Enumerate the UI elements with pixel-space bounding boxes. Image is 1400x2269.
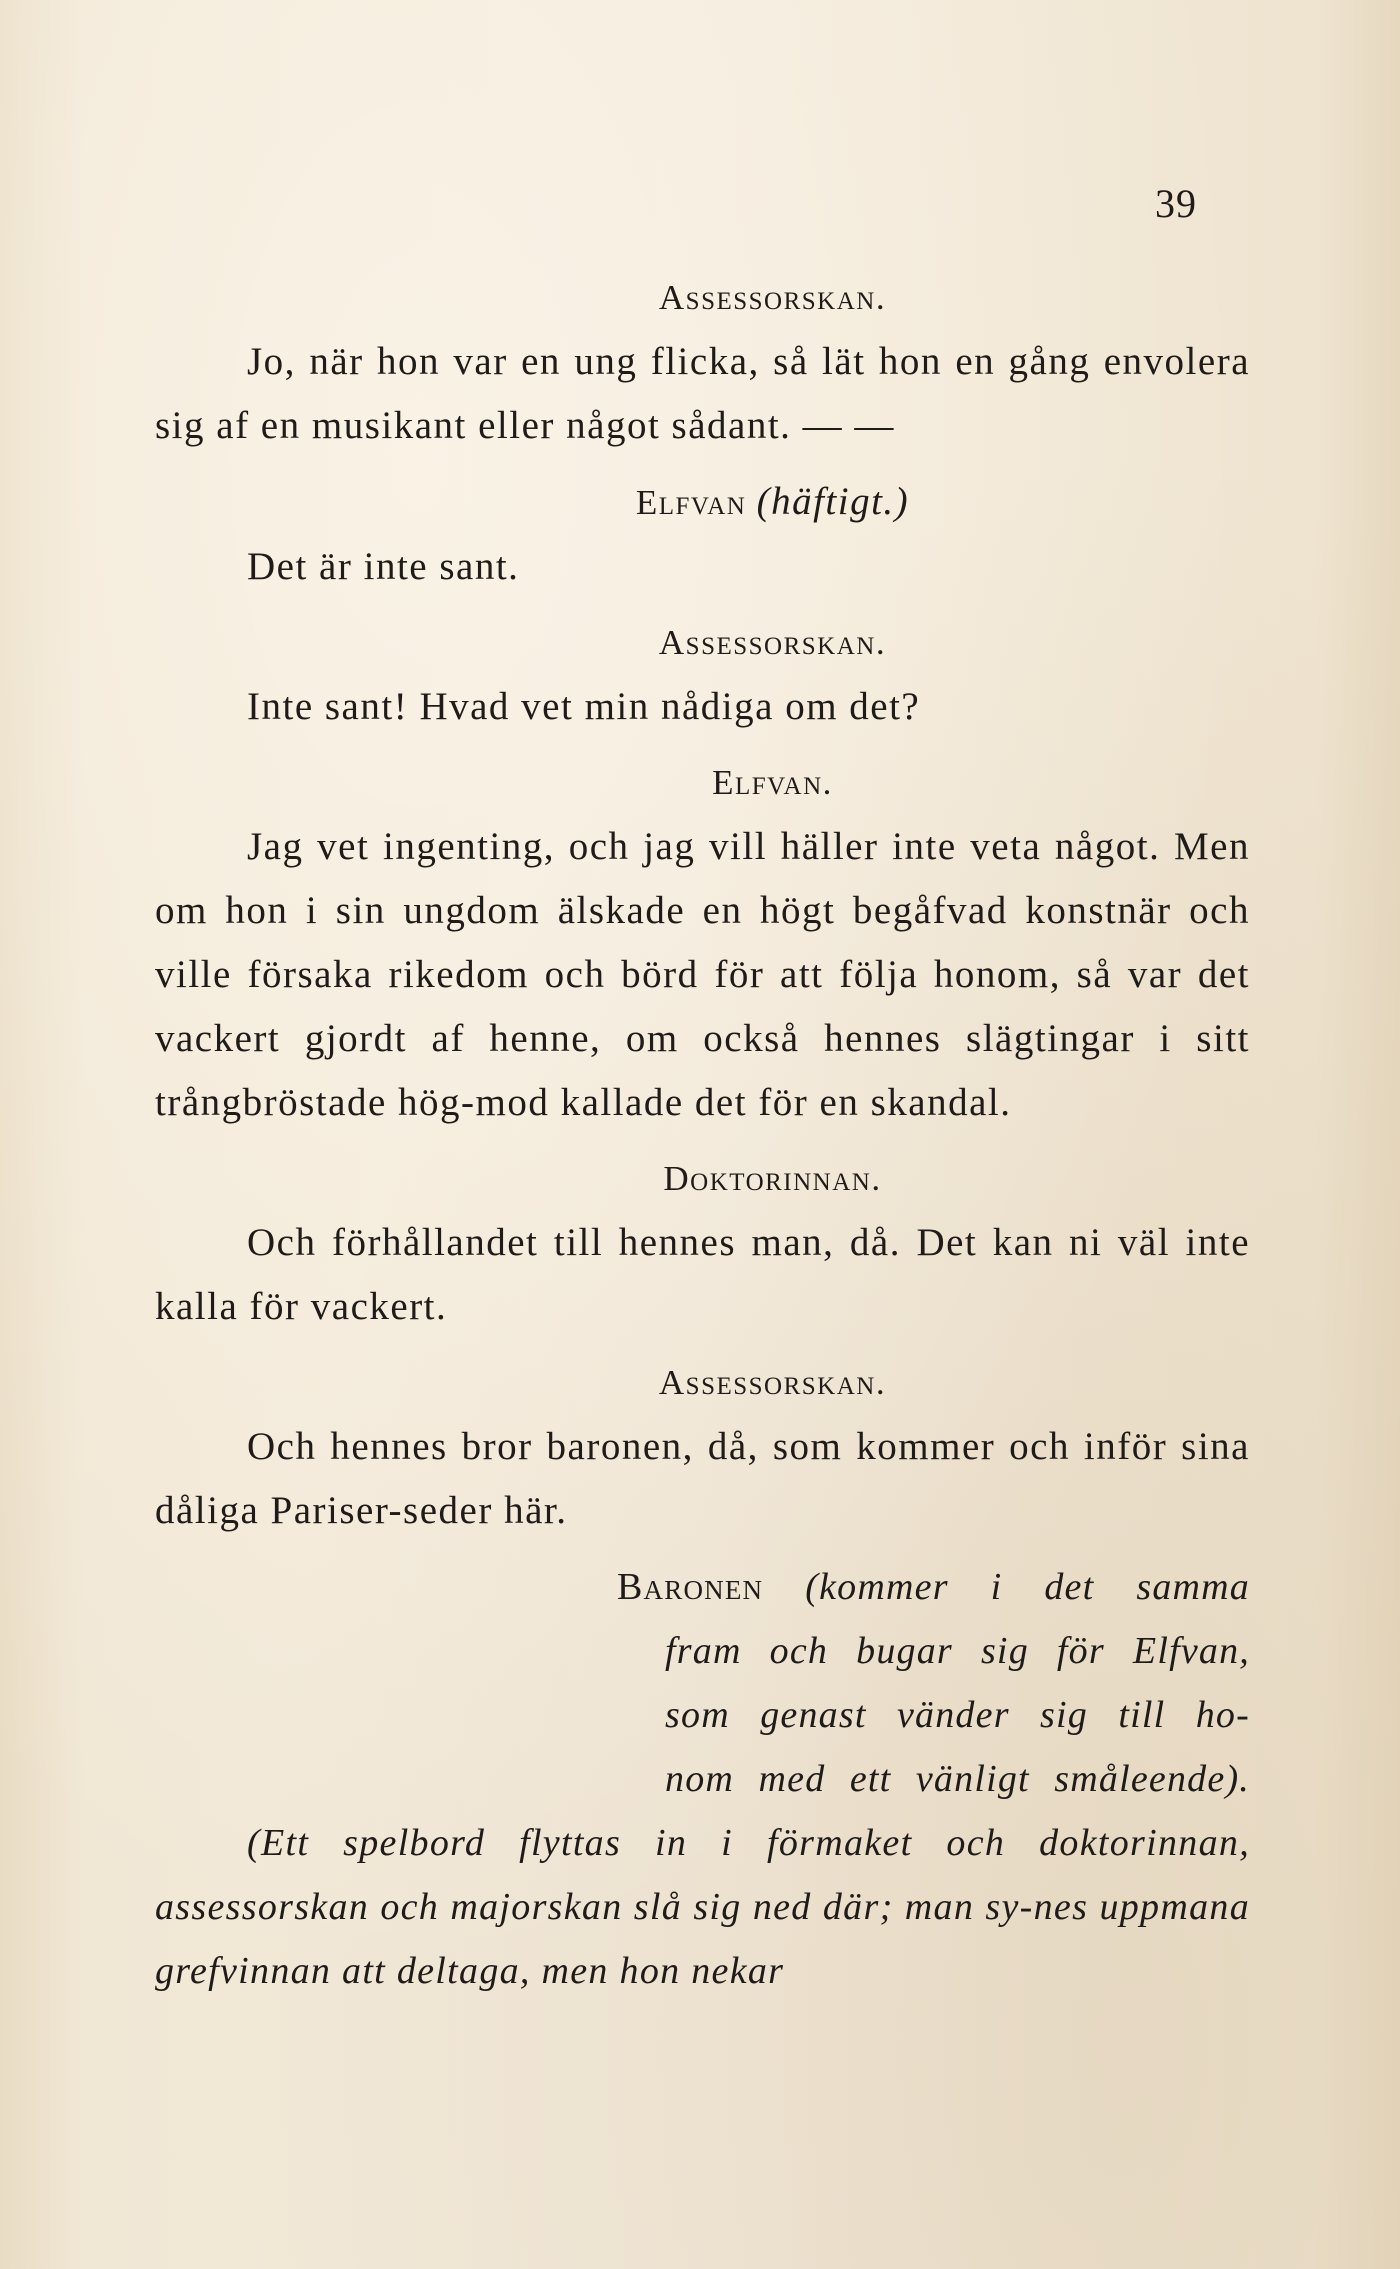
dialogue-paragraph: Inte sant! Hvad vet min nådiga om det?: [247, 685, 921, 728]
baronen-line: nom med ett vänligt småleende).: [665, 1758, 1250, 1800]
baronen-entrance-direction: [617, 1555, 1250, 1811]
speaker-label: [155, 1351, 1250, 1415]
page-text: [155, 266, 1250, 2003]
dialogue-paragraph: Det är inte sant.: [247, 545, 520, 588]
speaker-label: [155, 470, 1250, 535]
speaker-name: Elfvan: [635, 483, 747, 522]
speaker-label: [155, 1147, 1250, 1211]
dialogue-paragraph: Jo, när hon var en ung flicka, så lät hon en gång envolera sig af en musikant eller något sådant. — —: [155, 340, 1250, 447]
speaker-name: Assessorskan.: [658, 278, 887, 317]
speaker-name: Doktorinnan.: [663, 1159, 882, 1198]
speaker-name: Baronen: [617, 1566, 764, 1608]
baronen-line: [617, 1555, 1250, 1619]
dialogue-paragraph: Och förhållandet till hennes man, då. Det kan ni väl inte kalla för vackert.: [155, 1221, 1250, 1328]
stage-direction-paragraph: (Ett spelbord flyttas in i förmaket och doktorinnan, assessorskan och majorskan slå sig ned där; man sy-nes uppmana grefvinnan att deltaga, men hon nekar: [155, 1822, 1250, 1992]
stage-direction-text: (kommer i det samma: [805, 1566, 1251, 1608]
baronen-line: fram och bugar sig för Elfvan,: [665, 1630, 1250, 1672]
speaker-name: Assessorskan.: [658, 623, 887, 662]
speaker-name: Assessorskan.: [658, 1363, 887, 1402]
dialogue-paragraph: Jag vet ingenting, och jag vill häller inte veta något. Men om hon i sin ungdom älskade en högt begåfvad konstnär och ville försaka rikedom och börd för att följa honom, så var det vackert gjordt af henne, om också hennes slägtingar i sitt trångbröstade hög-mod kallade det för en skandal.: [155, 825, 1250, 1124]
baronen-line: som genast vänder sig till ho-: [665, 1694, 1250, 1736]
stage-direction-inline: (häftigt.): [756, 480, 910, 523]
speaker-label: [155, 751, 1250, 815]
speaker-label: [155, 611, 1250, 675]
speaker-label: [155, 266, 1250, 330]
speaker-name: Elfvan.: [712, 763, 833, 802]
page-number: 39: [1155, 181, 1197, 226]
dialogue-paragraph: Och hennes bror baronen, då, som kommer och inför sina dåliga Pariser-seder här.: [155, 1425, 1250, 1532]
